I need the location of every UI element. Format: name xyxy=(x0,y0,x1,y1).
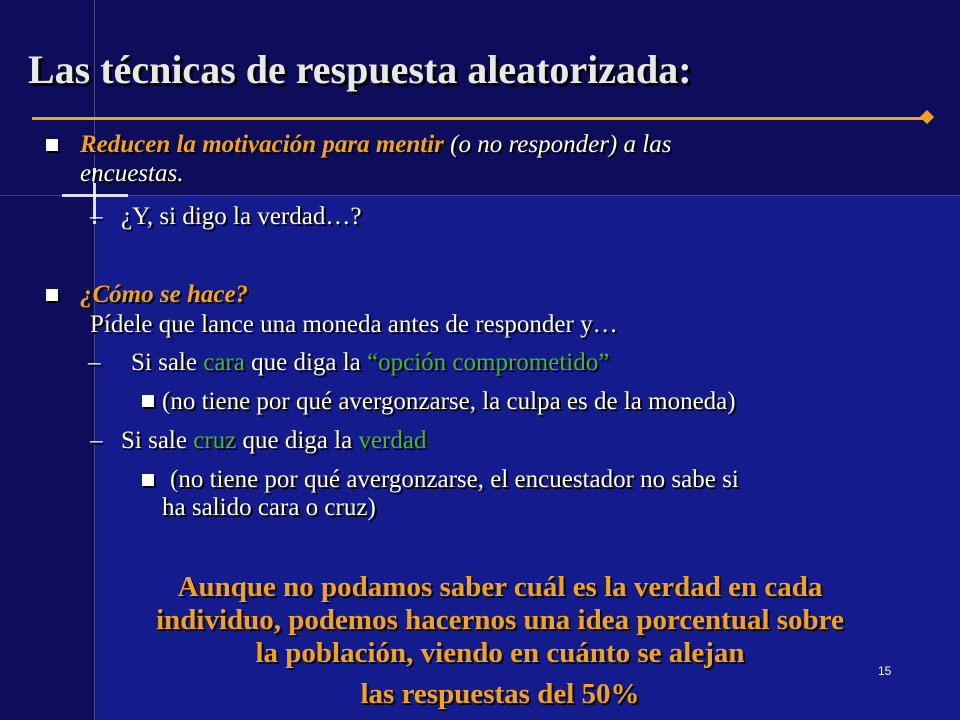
case-2-dash: – xyxy=(90,427,103,454)
case-1-line xyxy=(131,349,609,377)
horizontal-guide-line xyxy=(0,195,960,196)
case-1-middle: que diga la xyxy=(251,349,361,376)
slide-title: Las técnicas de respuesta aleatorizada: xyxy=(28,47,692,92)
case-1-dash: – xyxy=(88,349,101,376)
case-2-highlight: cruz xyxy=(193,427,237,454)
bullet-1-line-1 xyxy=(80,131,671,159)
case-2-line xyxy=(121,427,426,455)
bullet-2-line-2: Pídele que lance una moneda antes de responder y… xyxy=(90,311,618,338)
bullet-1-emphasis: Reducen la motivación para mentir xyxy=(80,131,444,158)
bullet-1-line-2: encuestas. xyxy=(80,160,184,187)
square-bullet-icon xyxy=(142,395,154,407)
case-1-quoted: “opción comprometido” xyxy=(367,349,610,376)
case-2-middle: que diga la xyxy=(242,427,353,454)
case-2-prefix: Si sale xyxy=(121,427,187,454)
bullet-1-rest: (o no responder) a las xyxy=(450,131,672,158)
case-2-note-line-2: ha salido cara o cruz) xyxy=(162,494,376,521)
bullet-2-heading: ¿Cómo se hace? xyxy=(80,281,249,308)
case-2-answer: verdad xyxy=(358,427,427,454)
case-1-note: (no tiene por qué avergonzarse, la culpa es de la moneda) xyxy=(162,388,736,415)
page-number: 15 xyxy=(878,664,892,678)
conclusion-line-2: individuo, podemos hacernos una idea porcentual sobre xyxy=(156,604,844,636)
bullet-1-sub: ¿Y, si digo la verdad…? xyxy=(121,203,362,230)
conclusion-line-4: las respuestas del 50% xyxy=(360,678,640,710)
bullet-1-sub-dash: – xyxy=(90,203,103,230)
conclusion-line-3: la población, viendo en cuánto se alejan xyxy=(255,637,745,669)
square-bullet-icon xyxy=(142,474,154,486)
case-1-highlight: cara xyxy=(203,349,245,376)
case-1-prefix: Si sale xyxy=(131,349,197,376)
conclusion-line-1: Aunque no podamos saber cuál es la verdad en cada xyxy=(177,571,823,603)
title-underline xyxy=(32,117,924,120)
case-2-note-line-1: (no tiene por qué avergonzarse, el encuestador no sabe si xyxy=(170,466,739,493)
square-bullet-icon xyxy=(46,289,58,301)
square-bullet-icon xyxy=(46,139,58,151)
